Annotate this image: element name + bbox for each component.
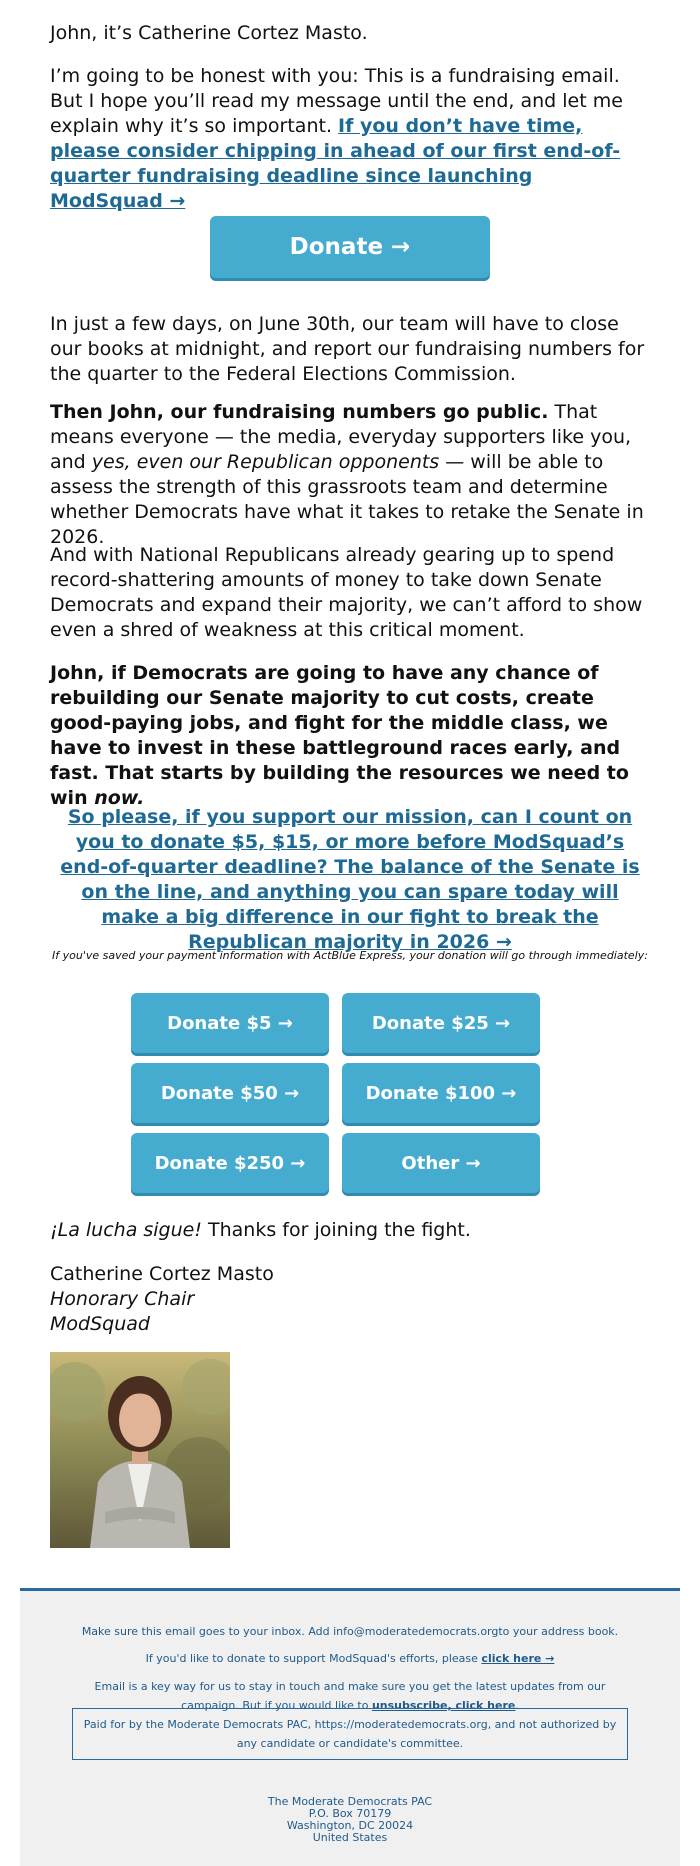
donate-5-button[interactable]: Donate $5 → [131,993,329,1053]
donate-100-button[interactable]: Donate $100 → [342,1063,540,1123]
closing-line: ¡La lucha sigue! Thanks for joining the fight. [50,1219,471,1241]
donate-250-button[interactable]: Donate $250 → [131,1133,329,1193]
footer-donate-link[interactable]: click here → [481,1652,555,1665]
footer [20,1591,680,1866]
unsubscribe-link[interactable]: unsubscribe, click here [371,1699,516,1712]
deadline-paragraph: In just a few days, on June 30th, our team will have to close our books at midnight, and report our fundraising numbers for the quarter to the Federal Elections Commission. [50,313,645,385]
paid-for-disclaimer: Paid for by the Moderate Democrats PAC, https://moderatedemocrats.org, and not authorized by any candidate or candidate's committee. [72,1708,628,1760]
intro-paragraph: I’m going to be honest with you: This is a fundraising email. But I hope you’ll read my message until the end, and let me explain why it’s so important. If you don’t have time, please consider chipping in ahead of our first end-of-quarter fundraising deadline since launching ModSquad → [50,65,623,212]
cta-donate-link[interactable]: So please, if you support our mission, can I count on you to donate $5, $15, or more before ModSquad’s end-of-quarter deadline? The balance of the Senate is on the line, and anything you can spare today will make a big difference in our fight to break the Republican majority in 2026 → [60,806,640,953]
signature-title: Honorary Chair [50,1288,195,1310]
inbox-note: Make sure this email goes to your inbox. Add info@moderatedemocrats.orgto your address book. [81,1625,619,1638]
mailing-address: The Moderate Democrats PAC P.O. Box 70179 Washington, DC 20024 United States [267,1795,433,1844]
intro-donate-link[interactable]: If you don’t have time, please consider chipping in ahead of our first end-of-quarter fundraising deadline since launching ModSquad → [50,115,621,212]
greeting: John, it’s Catherine Cortez Masto. [50,22,368,44]
signature-org: ModSquad [50,1313,150,1335]
donate-button[interactable]: Donate → [210,216,490,278]
donate-note: If you'd like to donate to support ModSquad's efforts, please click here → [145,1652,555,1665]
signature-name: Catherine Cortez Masto [50,1263,274,1285]
signature [50,1262,274,1337]
public-numbers-paragraph: Then John, our fundraising numbers go public. That means everyone — the media, everyday supporters like you, and yes, even our Republican opponents — will be able to assess the strength of this grassroots team and determine whether Democrats have what it takes to retake the Senate in 2026. [50,401,644,548]
invest-paragraph: John, if Democrats are going to have any chance of rebuilding our Senate majority to cut costs, create good-paying jobs, and fight for the middle class, we have to invest in these battleground races early, and fast. That starts by building the resources we need to win now. [50,662,629,809]
donate-25-button[interactable]: Donate $25 → [342,993,540,1053]
portrait-photo [50,1352,230,1548]
donate-50-button[interactable]: Donate $50 → [131,1063,329,1123]
unsubscribe-note: Email is a key way for us to stay in touch and make sure you get the latest updates from our campaign. But if you would like to unsubscribe, click here. [94,1680,606,1712]
donate-other-button[interactable]: Other → [342,1133,540,1193]
republicans-paragraph: And with National Republicans already gearing up to spend record-shattering amounts of money to take down Senate Democrats and expand their majority, we can’t afford to show even a shred of weakness at this critical moment. [50,544,643,641]
actblue-express-note: If you've saved your payment information with ActBlue Express, your donation will go through immediately: [52,949,648,962]
